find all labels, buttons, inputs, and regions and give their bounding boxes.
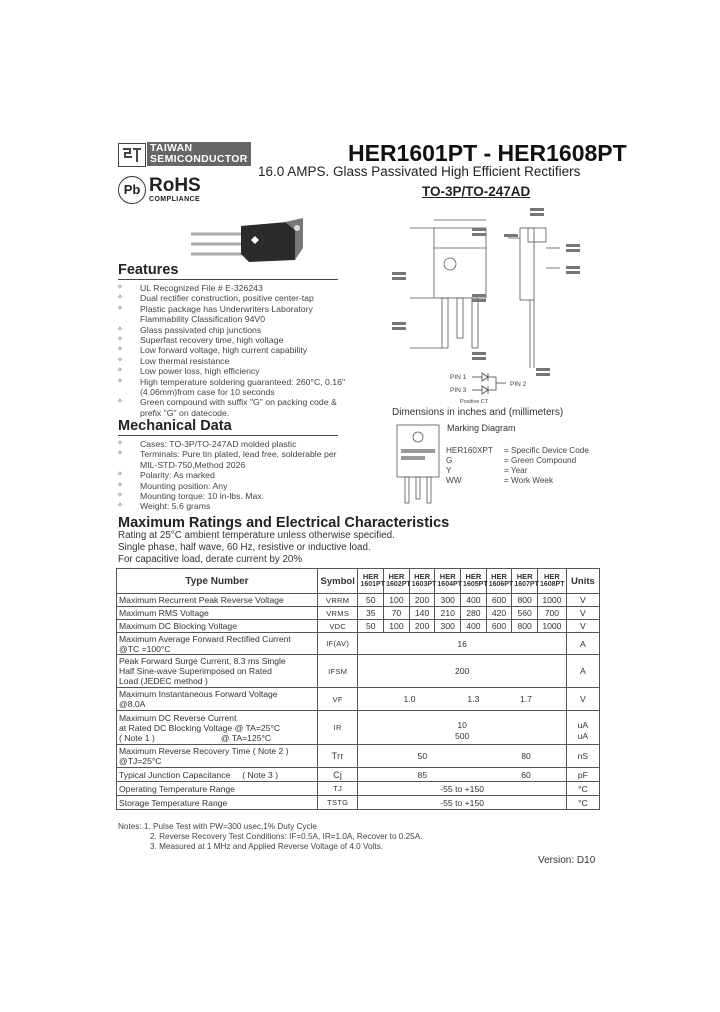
list-item: ✧ Low thermal resistance [116,356,346,366]
pin3-label: PIN 3 [450,387,467,394]
list-item [446,456,589,466]
part-header-top: HER [491,572,507,581]
param-symbol: TSTG [317,796,358,810]
unit-cell: nS [566,745,599,768]
table-cell: 300 [435,594,461,607]
dimensions-caption: Dimensions in inches and (millimeters) [392,407,564,418]
table-header-row [117,569,600,594]
value-line: 10 [457,719,467,730]
table-cell: 420 [486,607,512,620]
value-line: 500 [454,730,470,741]
param-symbol: VRMS [317,607,358,620]
param-symbol: Cj [317,768,358,782]
unit-cell: pF [566,768,599,782]
part-header-top: HER [516,572,533,581]
label-line: Maximum DC Reverse Current [119,712,237,723]
logo-line-1: TAIWAN [150,142,193,154]
marking-value: = Specific Device Code [504,446,589,455]
note-line: 2. Reverse Recovery Test Conditions: IF=0.5A, IR=1.0A, Recover to 0.25A. [150,832,423,841]
table-cell: -55 to +150 [358,796,566,810]
list-item: ✧ Weight: 5.6 grams [116,501,346,511]
table-row [117,607,600,620]
unit-cell: V [566,688,599,711]
param-label: Storage Temperature Range [117,796,318,810]
list-item [446,446,589,456]
table-cell: 100 [384,620,410,633]
part-header-bottom: 1607PT [514,581,539,588]
package-side-view [508,228,560,368]
part-header [435,569,461,594]
package-front-view [410,220,486,348]
marking-key: G [446,456,453,465]
label-line: Maximum Reverse Recovery Time ( Note 2 ) [119,746,289,756]
mechanical-rule [118,435,338,436]
unit-cell: V [566,620,599,633]
part-header [486,569,512,594]
rating-condition: Rating at 25°C ambient temperature unless otherwise specified. [118,530,395,541]
mechanical-heading: Mechanical Data [118,418,232,434]
table-cell: 50 [358,594,384,607]
table-cell: 100 [384,594,410,607]
label-line: @TJ=25°C [119,756,162,766]
part-header [409,569,435,594]
features-list [116,283,346,418]
rating-condition: Single phase, half wave, 60 Hz, resistive or inductive load. [118,542,371,553]
unit-cell: °C [566,796,599,810]
table-row [117,782,600,796]
unit-cell: A [566,633,599,655]
table-cell: 600 [486,594,512,607]
param-label [117,633,318,655]
label-line: at Rated DC Blocking Voltage @ TA=25°C [119,722,281,733]
label-line: Maximum Instantaneous Forward Voltage [119,689,278,699]
part-header-top: HER [362,572,379,581]
product-subtitle: 16.0 AMPS. Glass Passivated High Efficient Rectifiers [258,164,581,179]
marking-value: = Work Week [504,476,554,485]
unit-cell: A [566,655,599,688]
table-cell: 140 [409,607,435,620]
note-line: 3. Measured at 1 MHz and Applied Reverse Voltage of 4.0 Volts. [150,842,384,851]
part-header-bottom: 1602PT [386,581,411,588]
marking-value: = Year [504,466,528,475]
list-item: ✧ High temperature soldering guaranteed: 260°C, 0.16"(4.06mm)from case for 10 seconds [116,377,346,398]
param-symbol: IF(AV) [317,633,358,655]
company-logo-icon [118,143,146,167]
param-symbol: IFSM [317,655,358,688]
param-label: Typical Junction Capacitance ( Note 3 ) [117,768,318,782]
label-line: Half Sine-wave Superimposed on Rated [119,666,272,676]
pin-schematic [450,373,527,405]
list-item: ✧ Mounting torque: 10 in-lbs. Max. [116,491,346,501]
part-header-bottom: 1604PT [437,581,462,588]
table-row [117,633,600,655]
table-cell: 800 [512,620,538,633]
list-item: ✧ Mounting position: Any [116,481,346,491]
unit-line: uA [577,730,589,741]
param-symbol: IR [317,711,358,745]
table-row [117,688,600,711]
table-cell: 600 [486,620,512,633]
table-cell: 280 [461,607,487,620]
label-line: Maximum Average Forward Rectified Current [119,633,291,644]
package-name: TO-3P/TO-247AD [422,184,531,199]
list-item: ✧ Green compound with suffix "G" on packing code & prefix "G" on datecode. [116,397,346,418]
table-cell: 300 [435,620,461,633]
list-item: ✧ Glass passivated chip junctions [116,325,346,335]
type-number-header: Type Number [117,569,318,594]
label-line: Load (JEDEC method ) [119,676,208,686]
list-item [446,466,589,476]
table-cell [358,711,566,745]
unit-cell: V [566,594,599,607]
marking-key: HER160XPT [446,446,493,455]
lead-free-badge: Pb [118,176,146,204]
param-label [117,745,318,768]
symbol-header: Symbol [317,569,358,594]
marking-legend [446,446,589,486]
param-symbol: Trr [317,745,358,768]
lead-icon [191,234,243,254]
label-line: @TC =100°C [119,643,171,654]
param-label [117,688,318,711]
param-symbol: VDC [317,620,358,633]
features-heading: Features [118,262,179,278]
table-cell: 50 [358,745,486,768]
pin1-label: PIN 1 [450,374,467,381]
part-header-bottom: 1605PT [463,581,488,588]
table-cell: -55 to +150 [358,782,566,796]
label-line: Peak Forward Surge Current, 8.3 ms Single [119,656,286,666]
part-header-top: HER [414,572,430,581]
list-item: ✧ Plastic package has Underwriters Laboratory Flammability Classification 94V0 [116,304,346,325]
table-cell: 200 [409,594,435,607]
features-rule [118,279,338,280]
table-row [117,768,600,782]
part-header [537,569,566,594]
mechanical-list [116,439,346,512]
table-cell: 80 [486,745,566,768]
marking-key: Y [446,466,452,475]
marking-key: WW [446,476,462,485]
unit-cell [566,711,599,745]
param-label: Maximum Recurrent Peak Reverse Voltage [117,594,318,607]
table-cell: 50 [358,620,384,633]
unit-line: uA [577,719,589,730]
part-header [461,569,487,594]
table-row [117,655,600,688]
unit-cell: °C [566,782,599,796]
note-line: Notes: 1. Pulse Test with PW=300 usec,1% Duty Cycle [118,822,317,831]
list-item: ✧ Low power loss, high efficiency [116,366,346,376]
table-cell: 70 [384,607,410,620]
part-header [358,569,384,594]
rohs-compliance-label: COMPLIANCE [149,196,201,203]
table-row [117,745,600,768]
part-header [384,569,410,594]
table-cell: 35 [358,607,384,620]
table-cell: 200 [358,655,566,688]
table-cell: 400 [461,594,487,607]
ratings-heading: Maximum Ratings and Electrical Characteristics [118,515,450,531]
list-item: ✧ UL Recognized File # E-326243 [116,283,346,293]
table-cell: 1000 [537,620,566,633]
table-cell: 200 [409,620,435,633]
part-header-top: HER [543,572,560,581]
table-cell: 700 [537,607,566,620]
rating-condition: For capacitive load, derate current by 20% [118,554,303,565]
table-cell: 1.0 [358,688,461,711]
marking-diagram-image [393,423,443,505]
param-label: Operating Temperature Range [117,782,318,796]
notes [118,822,422,852]
param-symbol: VF [317,688,358,711]
table-cell: 1000 [537,594,566,607]
case-label: Positive CT [460,399,489,405]
list-item: ✧ Low forward voltage, high current capability [116,345,346,355]
part-header [512,569,538,594]
part-header-top: HER [465,572,482,581]
table-row [117,620,600,633]
label-line: ( Note 1 ) [119,732,155,743]
table-row [117,796,600,810]
table-row [117,594,600,607]
list-item [446,476,589,486]
param-symbol: TJ [317,782,358,796]
package-outline-drawing [380,208,610,408]
version-label: Version: D10 [538,855,596,866]
pin2-label: PIN 2 [510,381,527,388]
table-row [117,711,600,745]
label-line: @ TA=125°C [220,732,272,743]
label-line: @8.0A [119,699,146,709]
list-item: ✧ Cases: TO-3P/TO-247AD molded plastic [116,439,346,449]
part-header-top: HER [439,572,456,581]
param-symbol: VRRM [317,594,358,607]
rohs-label: RoHS [149,175,201,196]
table-cell: 800 [512,594,538,607]
logo-line-2: SEMICONDUCTOR [150,153,248,165]
part-header-bottom: 1606PT [488,581,514,588]
table-cell: 210 [435,607,461,620]
units-header: Units [566,569,599,594]
param-label: Maximum DC Blocking Voltage [117,620,318,633]
part-header-top: HER [388,572,405,581]
marking-diagram-title: Marking Diagram [447,423,516,433]
table-cell: 400 [461,620,487,633]
part-header-bottom: 1603PT [411,581,437,588]
list-item: ✧ Superfast recovery time, high voltage [116,335,346,345]
param-label [117,711,318,745]
product-photo [185,212,305,264]
part-header-bottom: 1608PT [539,581,565,588]
marking-value: = Green Compound [504,456,577,465]
table-cell: 1.7 [486,688,566,711]
param-label [117,655,318,688]
list-item: ✧ Dual rectifier construction, positive center-tap [116,293,346,303]
part-header-bottom: 1601PT [360,581,386,588]
company-name [147,142,251,166]
table-cell: 60 [486,768,566,782]
list-item: ✧ Polarity: As marked [116,470,346,480]
table-cell: 560 [512,607,538,620]
list-item: ✧ Terminals: Pure tin plated, lead free, solderable per MIL-STD-750,Method 2026 [116,449,346,470]
table-cell: 1.3 [461,688,487,711]
table-cell: 16 [358,633,566,655]
ratings-table [116,568,600,810]
param-label: Maximum RMS Voltage [117,607,318,620]
part-title: HER1601PT - HER1608PT [348,140,627,166]
unit-cell: V [566,607,599,620]
table-cell: 85 [358,768,486,782]
